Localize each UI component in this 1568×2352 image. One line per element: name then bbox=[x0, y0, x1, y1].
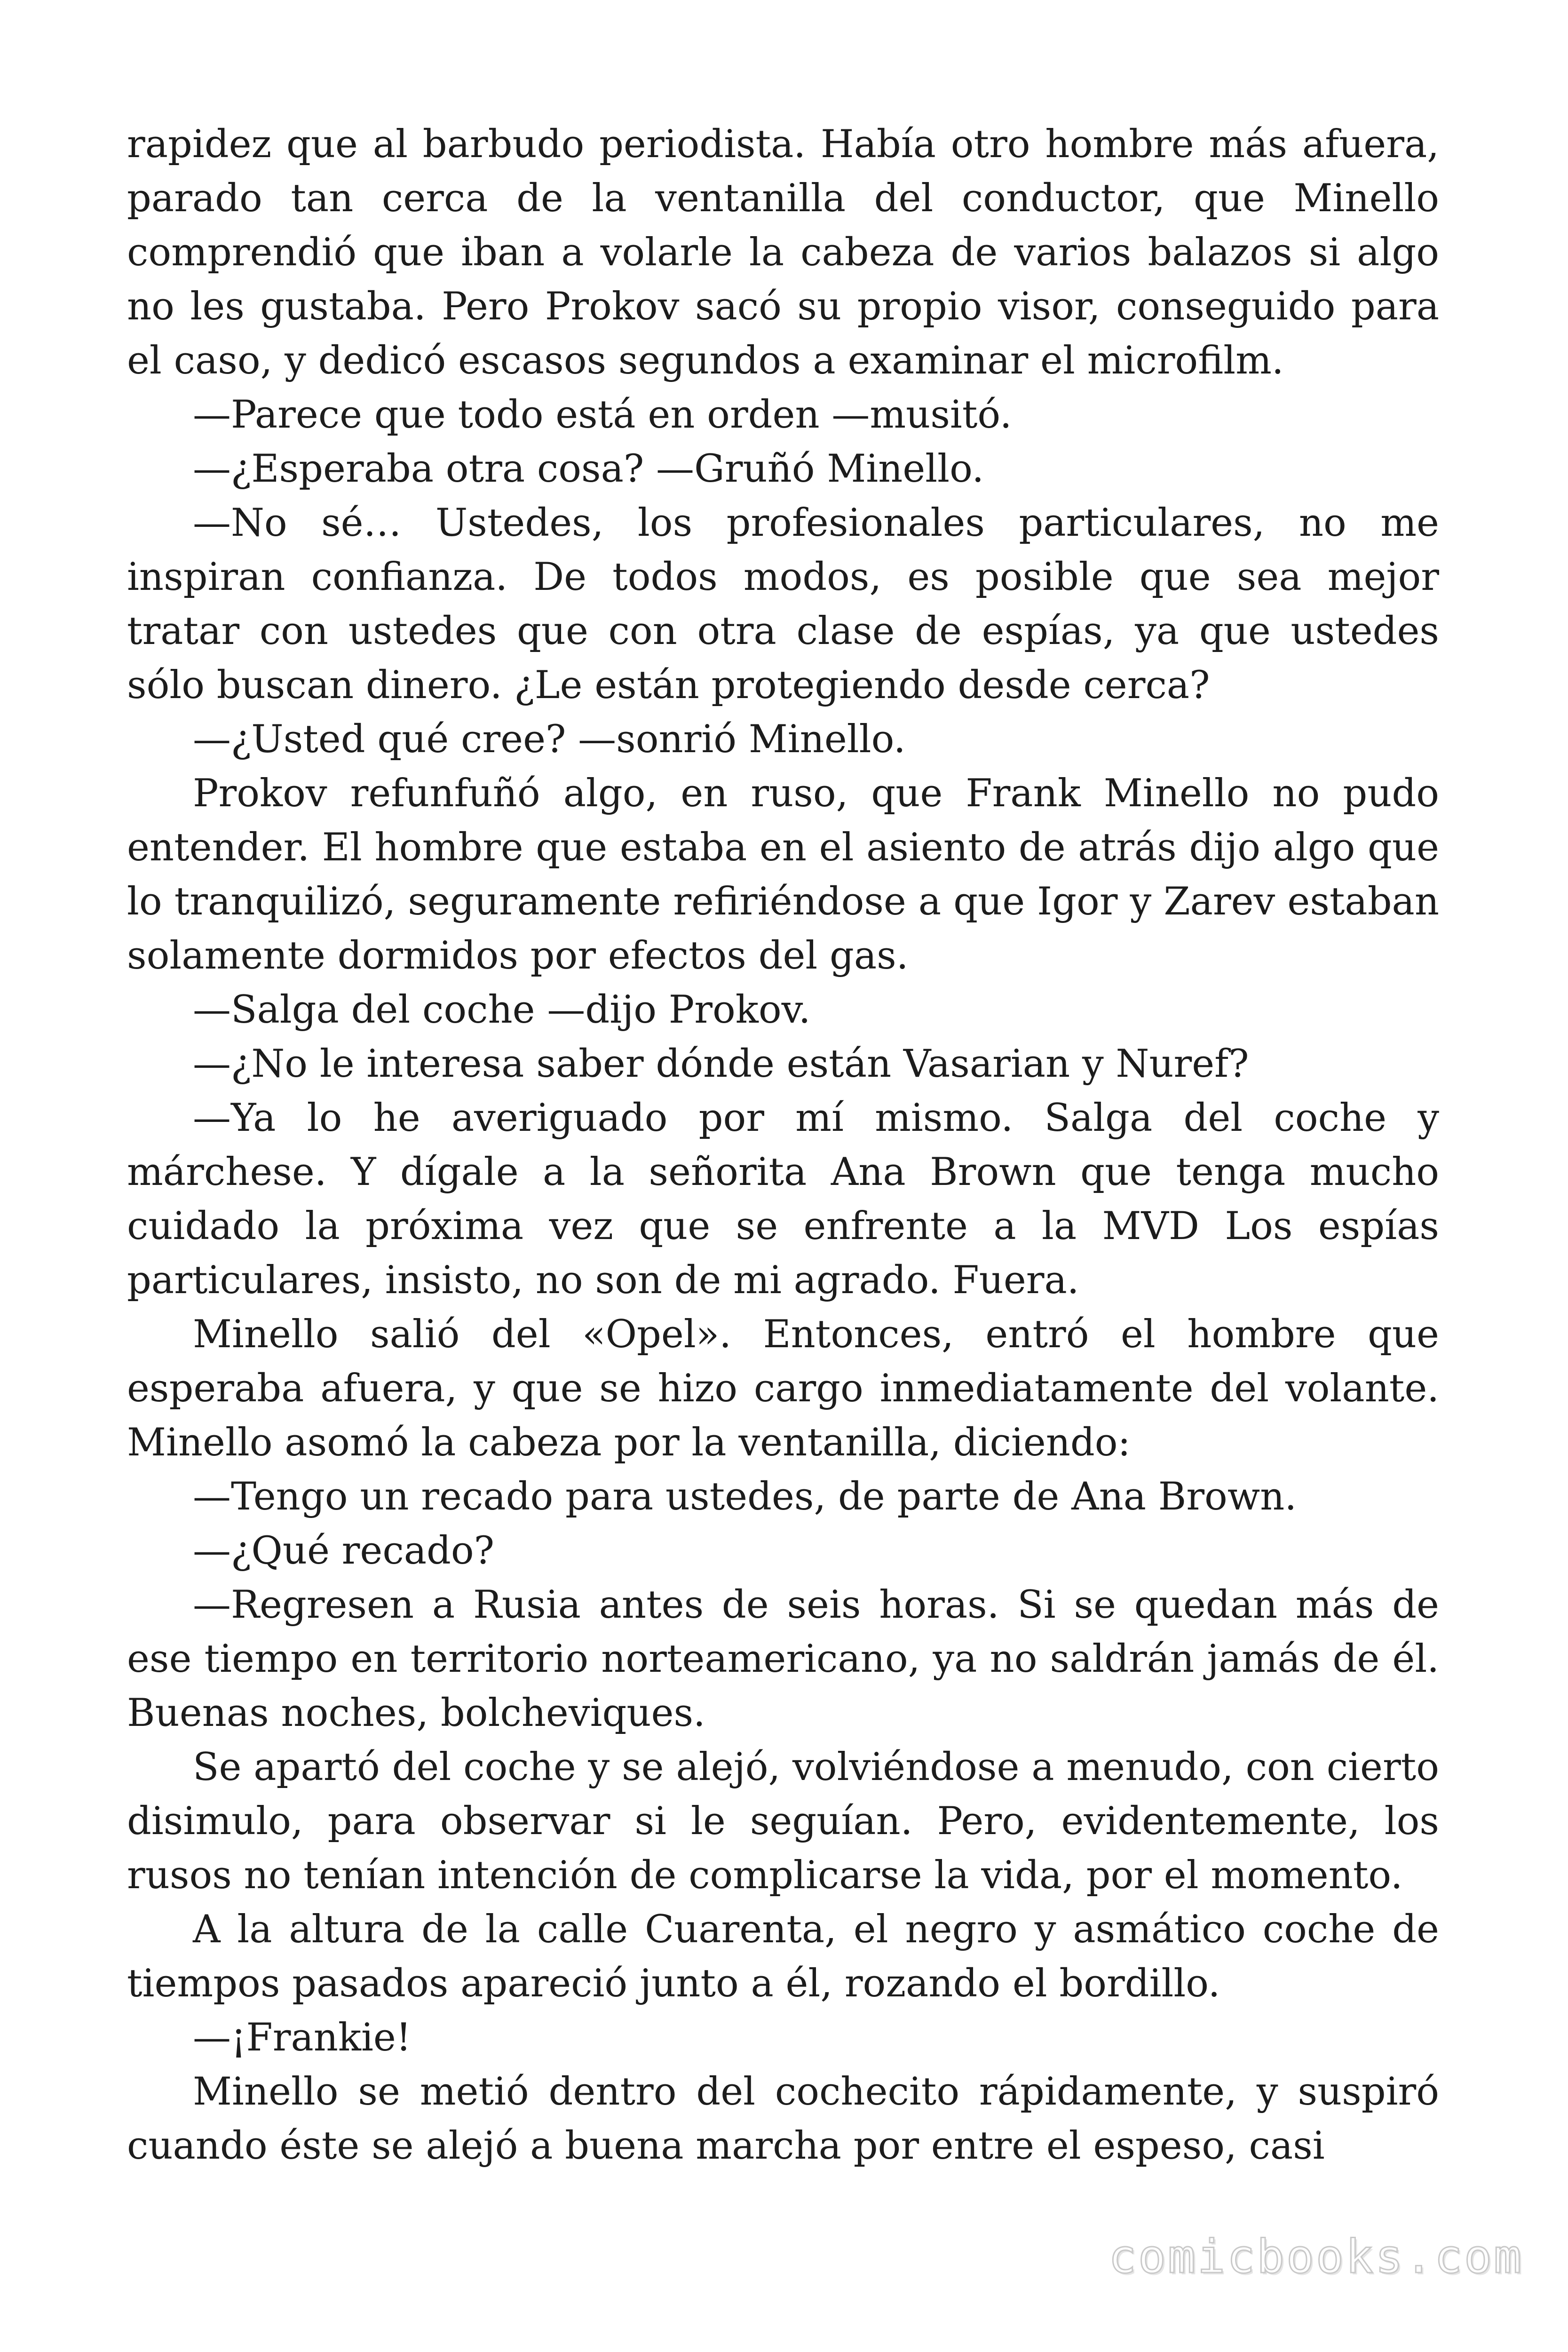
paragraph: —No sé… Ustedes, los profesionales particulares, no me inspiran confianza. De todos modos, es posible que sea mejor tratar con ustedes que con otra clase de espías, ya que ustedes sólo buscan dinero. ¿Le están protegiendo desde cerca? bbox=[127, 501, 1439, 707]
paragraph: —¿No le interesa saber dónde están Vasarian y Nuref? bbox=[193, 1042, 1249, 1086]
paragraph: —Tengo un recado para ustedes, de parte de Ana Brown. bbox=[193, 1475, 1297, 1519]
book-page bbox=[127, 118, 1439, 2173]
paragraph: rapidez que al barbudo periodista. Había otro hombre más afuera, parado tan cerca de la ventanilla del conductor, que Minello comprendió que iban a volarle la cabeza de varios balazos si algo no les gustaba. Pero Prokov sacó su propio visor, conseguido para el caso, y dedicó escasos segundos a examinar el microfilm. bbox=[127, 122, 1439, 383]
paragraph: —Salga del coche —dijo Prokov. bbox=[193, 988, 811, 1032]
watermark: comicbooks.com bbox=[1108, 2230, 1523, 2284]
paragraph: Prokov refunfuñó algo, en ruso, que Frank Minello no pudo entender. El hombre que estaba en el asiento de atrás dijo algo que lo tranquilizó, seguramente refiriéndose a que Igor y Zarev estaban solamente dormidos por efectos del gas. bbox=[127, 771, 1439, 978]
paragraph: —Ya lo he averiguado por mí mismo. Salga del coche y márchese. Y dígale a la señorita Ana Brown que tenga mucho cuidado la próxima vez que se enfrente a la MVD Los espías particulares, insisto, no son de mi agrado. Fuera. bbox=[127, 1096, 1439, 1303]
paragraph: —Regresen a Rusia antes de seis horas. Si se quedan más de ese tiempo en territorio norteamericano, ya no saldrán jamás de él. Buenas noches, bolcheviques. bbox=[127, 1583, 1439, 1735]
paragraph: —¡Frankie! bbox=[193, 2016, 412, 2060]
paragraph: —¿Qué recado? bbox=[193, 1529, 495, 1573]
paragraph: Minello salió del «Opel». Entonces, entró el hombre que esperaba afuera, y que se hizo cargo inmediatamente del volante. Minello asomó la cabeza por la ventanilla, diciendo: bbox=[127, 1312, 1439, 1465]
paragraph: —¿Esperaba otra cosa? —Gruñó Minello. bbox=[193, 447, 984, 491]
paragraph: —Parece que todo está en orden —musitó. bbox=[193, 393, 1012, 437]
paragraph: Se apartó del coche y se alejó, volviéndose a menudo, con cierto disimulo, para observar si le seguían. Pero, evidentemente, los rusos no tenían intención de complicarse la vida, por el momento. bbox=[127, 1745, 1439, 1898]
paragraph: Minello se metió dentro del cochecito rápidamente, y suspiró cuando éste se alejó a buena marcha por entre el espeso, casi bbox=[127, 2070, 1439, 2168]
paragraph: —¿Usted qué cree? —sonrió Minello. bbox=[193, 717, 906, 762]
paragraph: A la altura de la calle Cuarenta, el negro y asmático coche de tiempos pasados apareció junto a él, rozando el bordillo. bbox=[127, 1907, 1439, 2006]
